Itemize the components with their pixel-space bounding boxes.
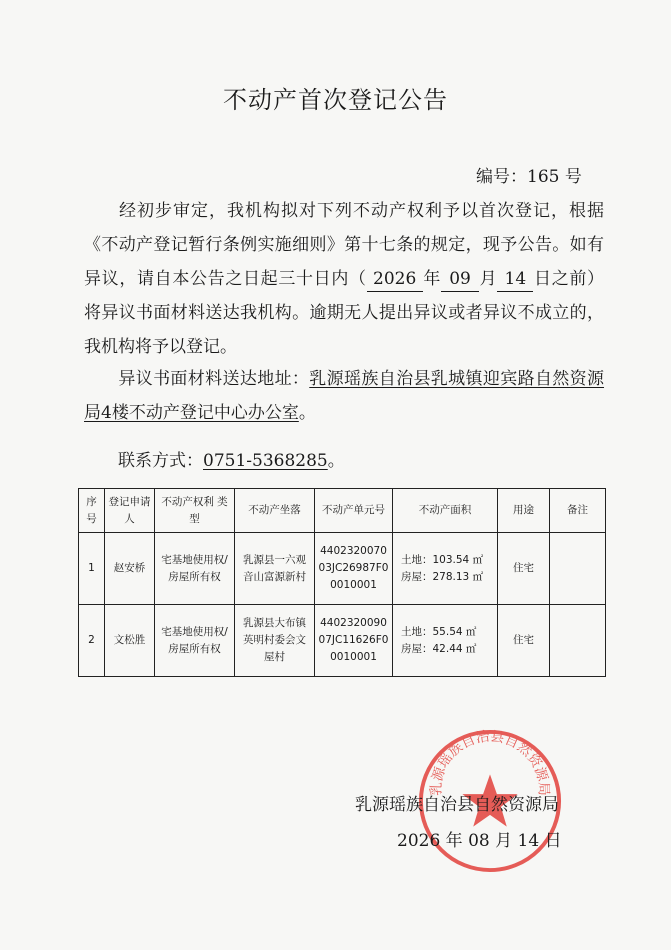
header-no: 序号 <box>79 489 105 533</box>
table-header-row <box>79 489 606 533</box>
issue-date-month-unit: 月 <box>495 831 513 851</box>
row-unit-no: 440232007003JC26987F00010001 <box>315 533 393 605</box>
deadline-month: 09 <box>441 267 479 292</box>
registration-table <box>78 488 606 677</box>
issue-date-day-unit: 日 <box>544 831 562 851</box>
address-label: 异议书面材料送达地址： <box>118 369 310 389</box>
row-house-area: 房屋：278.13 ㎡ <box>401 570 484 583</box>
contact-label: 联系方式： <box>118 451 203 471</box>
issue-date-month: 08 <box>468 831 490 851</box>
address-end: 。 <box>298 403 316 423</box>
row-no: 2 <box>79 605 105 677</box>
contact-paragraph <box>84 444 604 478</box>
header-unit-no: 不动产单元号 <box>315 489 393 533</box>
row-remark <box>550 533 606 605</box>
contact-end: 。 <box>327 451 345 471</box>
header-location: 不动产坐落 <box>235 489 315 533</box>
header-right-type: 不动产权利 类型 <box>155 489 235 533</box>
row-area <box>393 605 498 677</box>
header-use: 用途 <box>498 489 550 533</box>
row-applicant: 赵安桥 <box>105 533 155 605</box>
row-use: 住宅 <box>498 605 550 677</box>
seal-text: 乳源瑶族自治县自然资源局 <box>428 728 552 796</box>
row-location: 乳源县大布镇英明村委会文屋村 <box>235 605 315 677</box>
notice-title: 不动产首次登记公告 <box>223 86 448 114</box>
header-applicant: 登记申请人 <box>105 489 155 533</box>
issue-date-year: 2026 <box>397 831 441 851</box>
deadline-day-unit: 日 <box>533 269 552 289</box>
notice-body-paragraph <box>84 194 604 364</box>
row-use: 住宅 <box>498 533 550 605</box>
address-paragraph <box>84 362 604 430</box>
row-applicant: 文松胜 <box>105 605 155 677</box>
deadline-month-unit: 月 <box>479 269 498 289</box>
row-house-area: 房屋：42.44 ㎡ <box>401 642 477 655</box>
row-right-type: 宅基地使用权/房屋所有权 <box>155 605 235 677</box>
issuing-authority: 乳源瑶族自治县自然资源局 <box>355 795 559 815</box>
deadline-day: 14 <box>497 267 533 292</box>
notice-body-text-2: 之前）将异议书面材料送达我机构。逾期无人提出异议或者异议不成立的，我机构将予以登记。 <box>84 269 605 357</box>
header-remark: 备注 <box>550 489 606 533</box>
deadline-year: 2026 <box>367 267 423 292</box>
row-land-area: 土地：103.54 ㎡ <box>401 553 484 566</box>
table-row <box>79 533 606 605</box>
address-value: 乳源瑶族自治县乳城镇迎宾路自然资源局4楼不动产登记中心办公室 <box>84 369 605 423</box>
notice-body-text: 经初步审定，我机构拟对下列不动产权利予以首次登记，根据《不动产登记暂行条例实施细则》第十七条的规定，现予公告。如有异议，请自本公告之日起三十日内（ <box>84 201 604 289</box>
row-remark <box>550 605 606 677</box>
contact-phone: 0751-5368285 <box>203 451 328 471</box>
issue-date-year-unit: 年 <box>445 831 463 851</box>
row-location: 乳源县一六观音山富源新村 <box>235 533 315 605</box>
notice-number: 编号：165 号 <box>476 167 582 187</box>
deadline-year-unit: 年 <box>422 269 442 289</box>
row-no: 1 <box>79 533 105 605</box>
row-area <box>393 533 498 605</box>
table-row <box>79 605 606 677</box>
row-land-area: 土地：55.54 ㎡ <box>401 625 477 638</box>
issue-date-day: 14 <box>517 831 540 851</box>
header-area: 不动产面积 <box>393 489 498 533</box>
row-right-type: 宅基地使用权/房屋所有权 <box>155 533 235 605</box>
row-unit-no: 440232009007JC11626F00010001 <box>315 605 393 677</box>
issue-date <box>397 826 562 851</box>
